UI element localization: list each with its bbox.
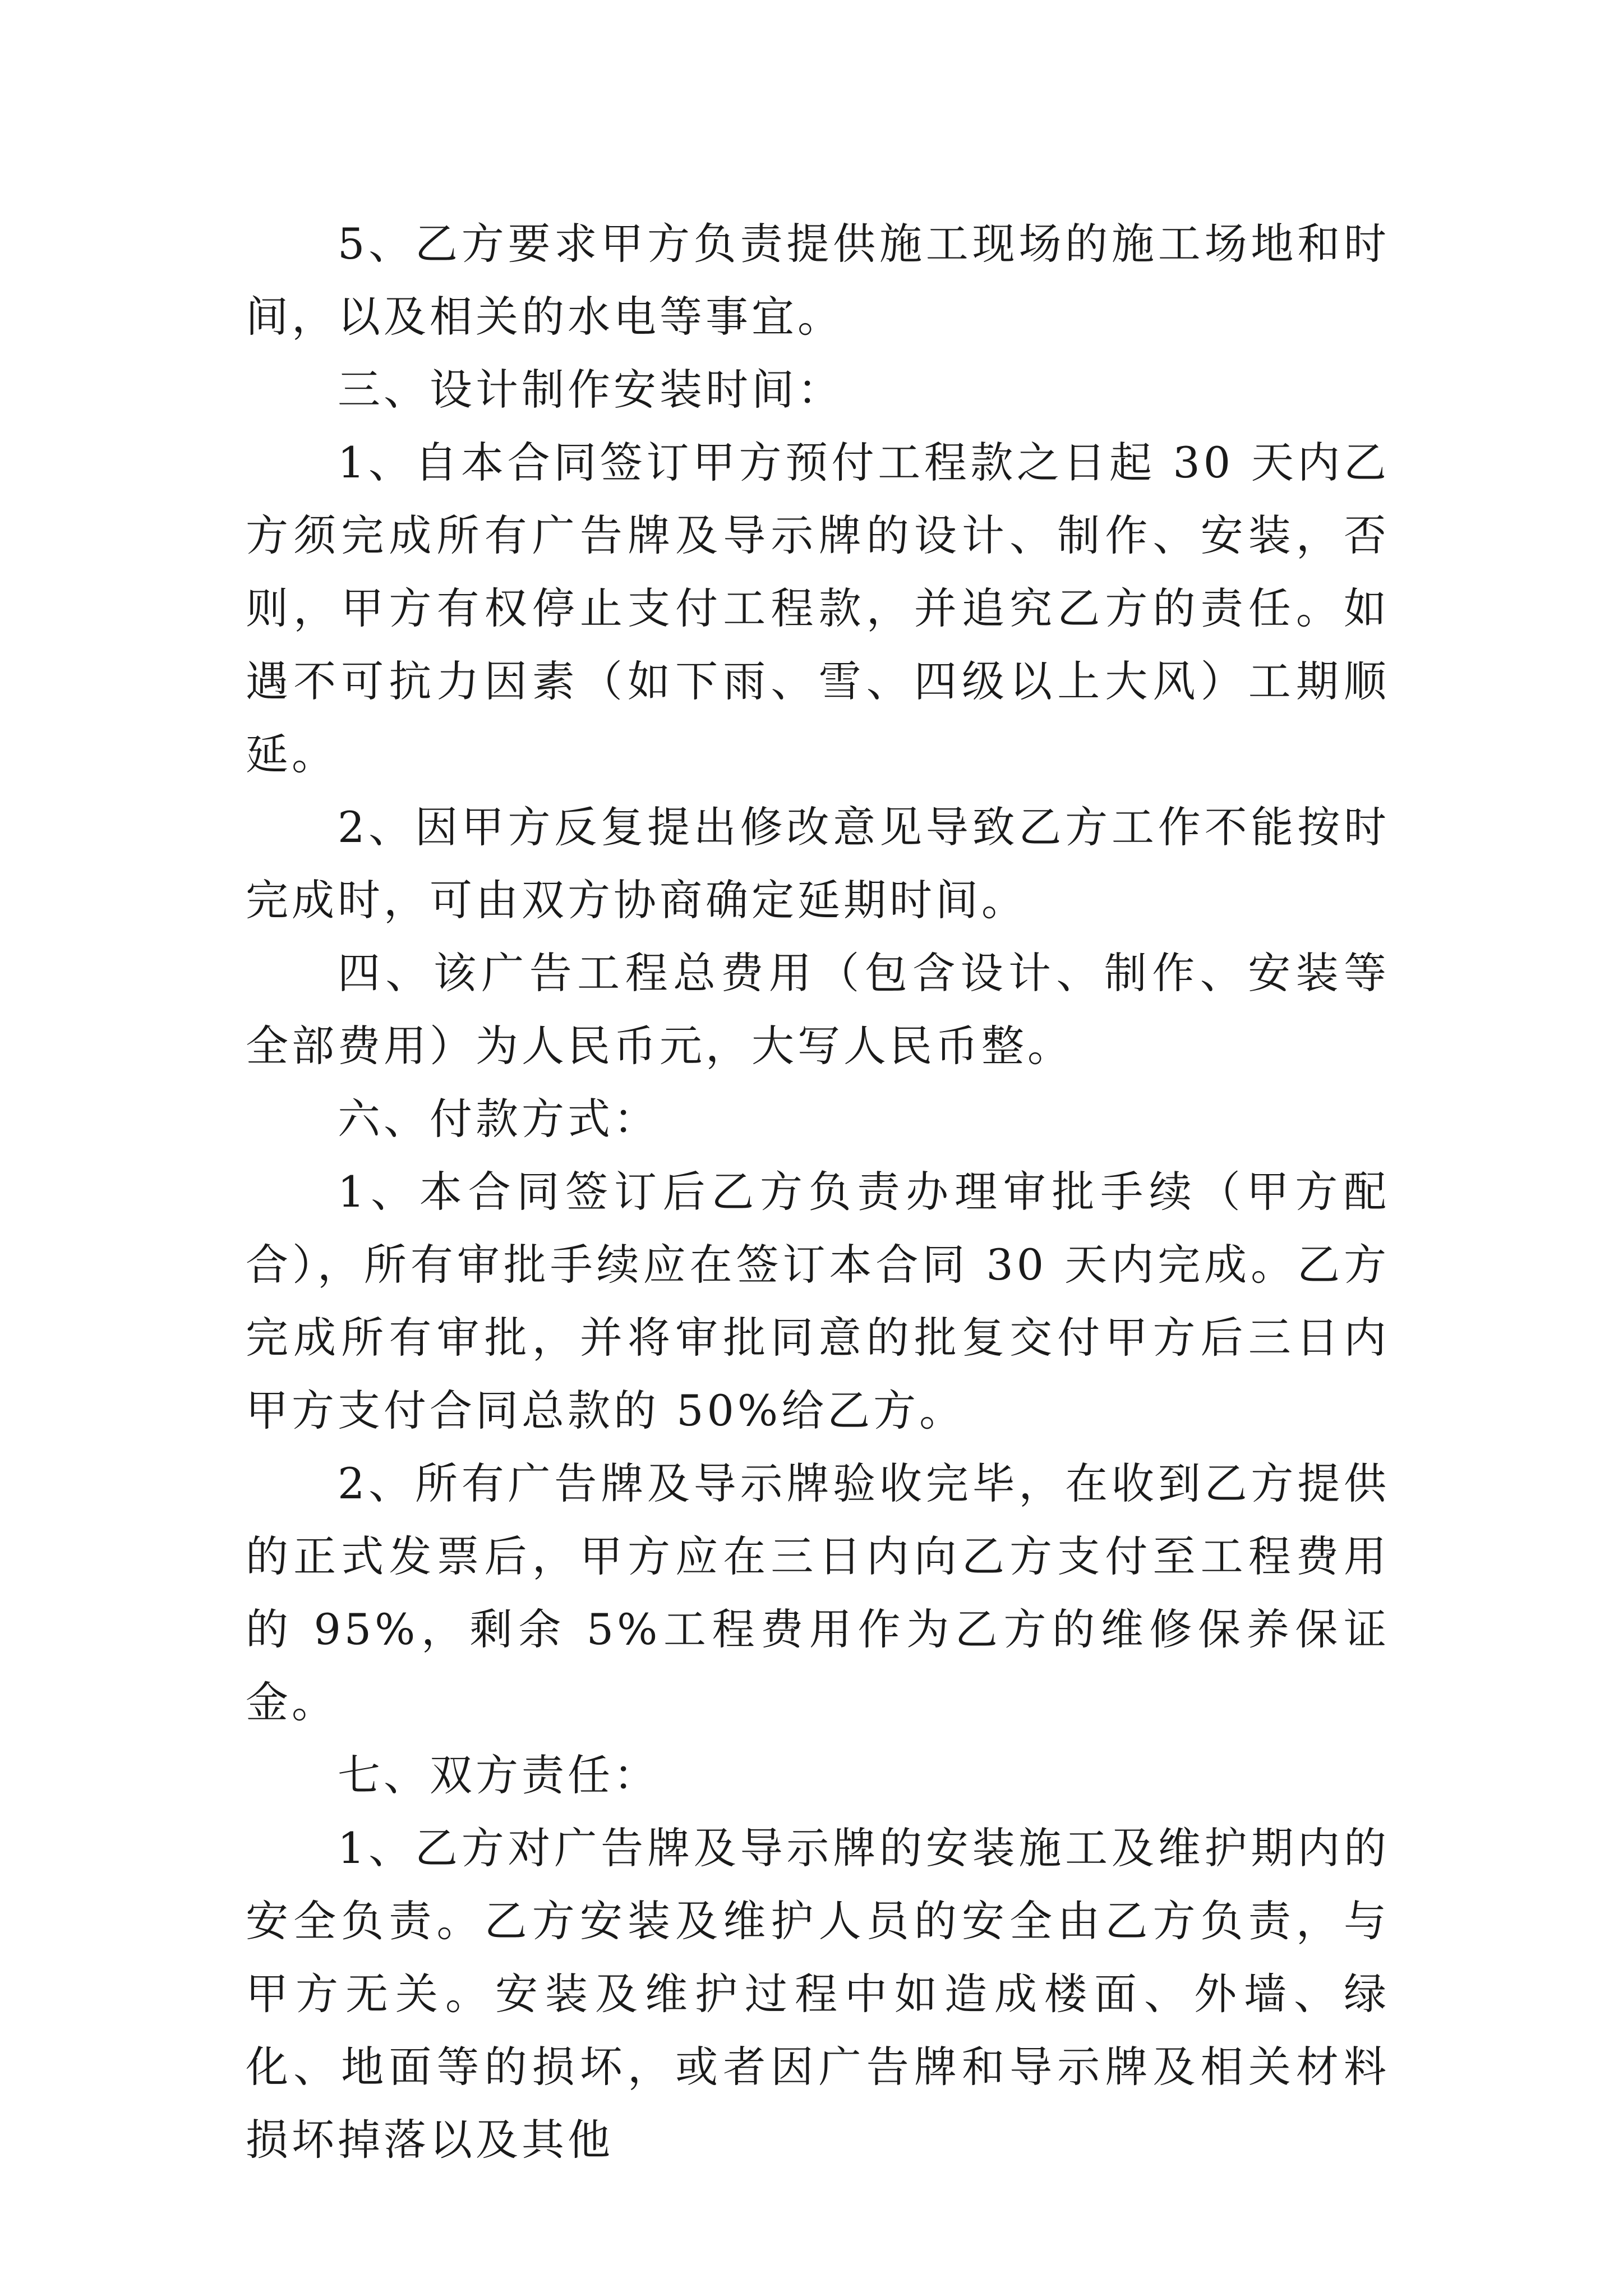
paragraph-payment-clause-2: 2、所有广告牌及导示牌验收完毕，在收到乙方提供的正式发票后，甲方应在三日内向乙方支付至工程费用的 95%，剩余 5%工程费用作为乙方的维修保养保证金。 (246, 1458, 1390, 1727)
paragraph-time-clause-1: 1、自本合同签订甲方预付工程款之日起 30 天内乙方须完成所有广告牌及导示牌的设计、制作、安装，否则，甲方有权停止支付工程款，并追究乙方的责任。如遇不可抗力因素（如下雨、雪、四级以上大风）工期顺延。 (246, 438, 1390, 779)
paragraph-responsibility-clause-1: 1、乙方对广告牌及导示牌的安装施工及维护期内的安全负责。乙方安装及维护人员的安全由乙方负责，与甲方无关。安装及维护过程中如造成楼面、外墙、绿化、地面等的损坏，或者因广告牌和导示牌及相关材料损坏掉落以及其他 (246, 1823, 1390, 2165)
paragraph-clause-5: 5、乙方要求甲方负责提供施工现场的施工场地和时间，以及相关的水电等事宜。 (246, 219, 1390, 342)
paragraph-payment-clause-1: 1、本合同签订后乙方负责办理审批手续（甲方配合），所有审批手续应在签订本合同 30 天内完成。乙方完成所有审批，并将审批同意的批复交付甲方后三日内甲方支付合同总款的 50%给乙方。 (246, 1167, 1390, 1435)
paragraph-heading-design-time: 三、设计制作安装时间： (338, 365, 843, 415)
contract-body (246, 208, 1390, 2177)
paragraph-heading-payment: 六、付款方式： (338, 1094, 660, 1144)
paragraph-heading-responsibilities: 七、双方责任： (338, 1750, 660, 1800)
paragraph-total-cost: 四、该广告工程总费用（包含设计、制作、安装等全部费用）为人民币元，大写人民币整。 (246, 948, 1390, 1071)
paragraph-time-clause-2: 2、因甲方反复提出修改意见导致乙方工作不能按时完成时，可由双方协商确定延期时间。 (246, 802, 1390, 925)
